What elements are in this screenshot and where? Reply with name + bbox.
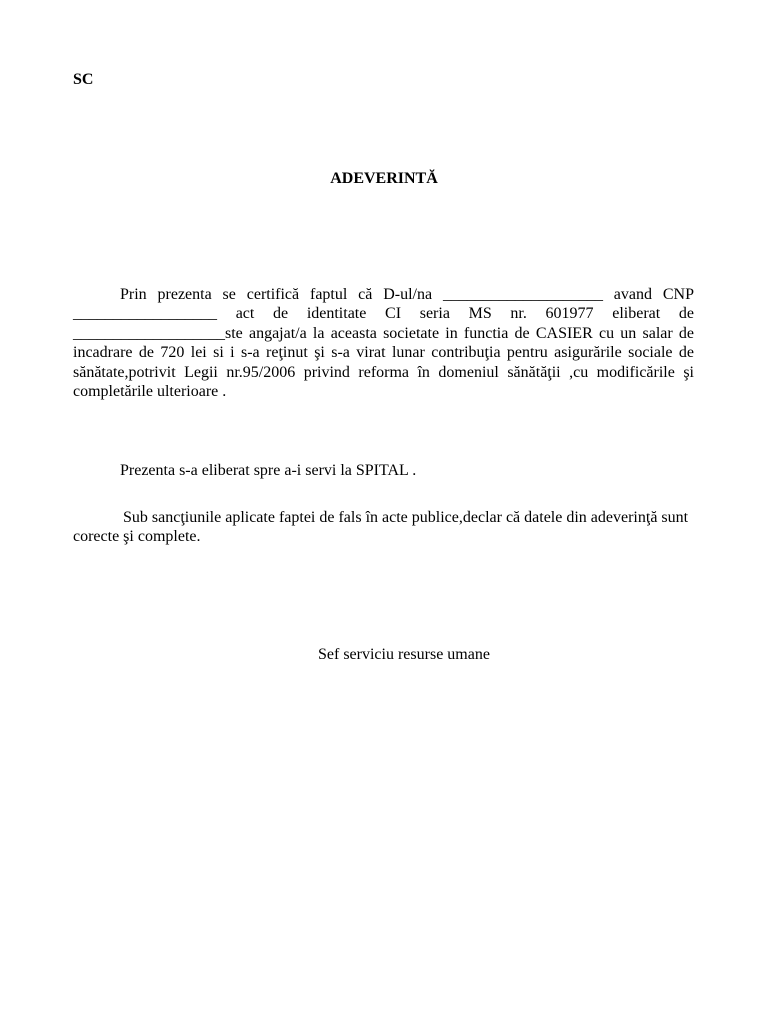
signature-label: Sef serviciu resurse umane [318, 646, 490, 663]
company-name: SC [73, 71, 94, 88]
purpose-paragraph: Prezenta s-a eliberat spre a-i servi la SPITAL . [120, 462, 417, 479]
document-title: ADEVERINTĂ [330, 170, 438, 187]
declaration-paragraph: Sub sancţiunile aplicate faptei de fals în acte publice,declar că datele din adeverinţă sunt corecte şi complete. [73, 509, 689, 546]
certification-paragraph: Prin prezenta se certifică faptul că D-ul/na ____________________ avand CNP __________________ act de identitate CI seria MS nr. 601977 eliberat de ___________________ste angajat/a la aceasta societate in functia de CASIER cu un salar de incadrare de 720 lei si i s-a reţinut şi s-a virat lunar contribuţia pentru asigurările sociale de sănătate,potrivit Legii nr.95/2006 privind reforma în domeniul sănătăţii ,cu modificările şi completările ulterioare . [73, 286, 694, 401]
